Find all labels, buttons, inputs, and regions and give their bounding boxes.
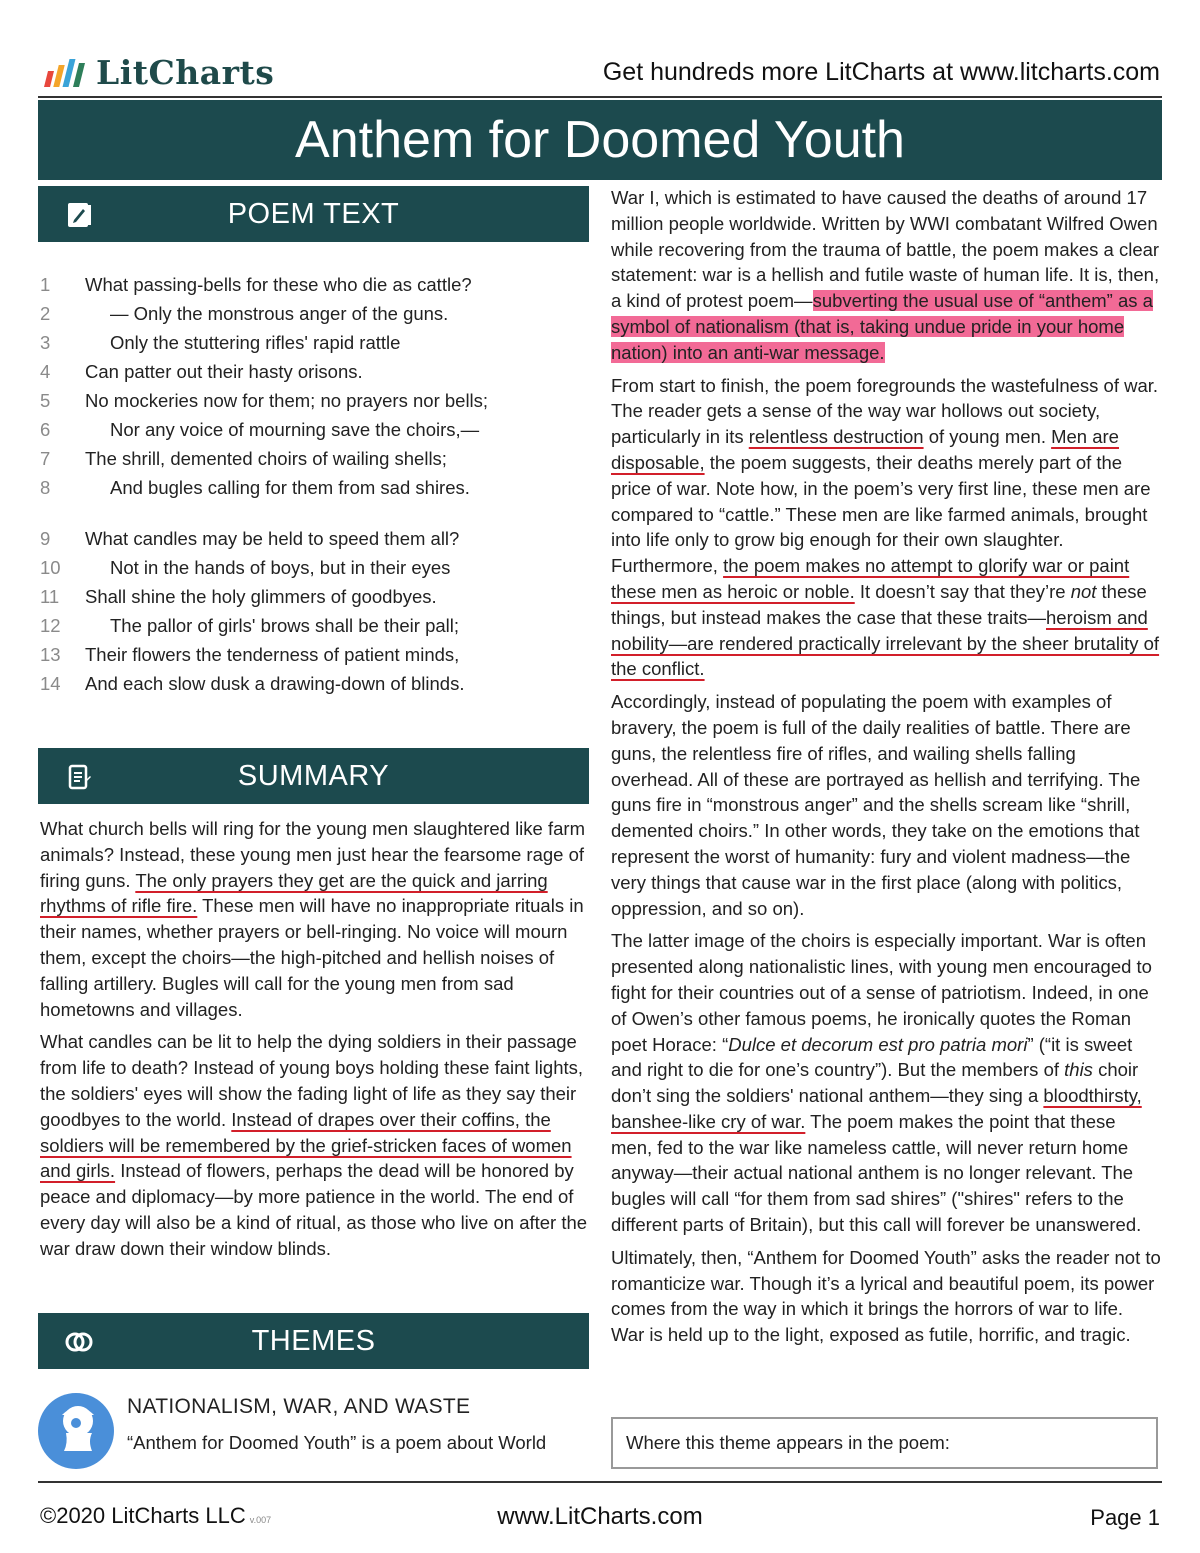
text-run: What candles can be lit to help the dying soldiers in their passage from life to death? Instead of young boys holding these faint lights, the soldiers' eyes will show the fading light of life as they say their goodbyes to the world.	[40, 1031, 584, 1130]
text-run: choir don’t sing the soldiers' national anthem—they sing a	[611, 1059, 1139, 1107]
line-text: And bugles calling for them from sad shires.	[110, 477, 470, 498]
line-text: Shall shine the holy glimmers of goodbyes.	[85, 586, 437, 607]
section-header-themes	[38, 1313, 589, 1369]
line-text: Only the stuttering rifles' rapid rattle	[110, 332, 401, 353]
page-number: Page 1	[1090, 1505, 1160, 1530]
underlined-text: bloodthirsty, banshee-like cry of war.	[611, 1085, 1142, 1132]
line-number: 8	[40, 477, 51, 498]
line-number: 7	[40, 448, 51, 469]
line-number: 1	[40, 274, 51, 295]
line-text: What candles may be held to speed them all?	[85, 528, 460, 549]
line-number: 9	[40, 528, 51, 549]
line-text: Their flowers the tenderness of patient minds,	[85, 644, 460, 665]
line-text: Not in the hands of boys, but in their eyes	[110, 557, 451, 578]
header-tagline[interactable]: Get hundreds more LitCharts at www.litcharts.com	[602, 58, 1160, 86]
line-text: And each slow dusk a drawing-down of blinds.	[85, 673, 465, 694]
summary-text	[40, 816, 590, 1269]
analysis-paragraph: Ultimately, then, “Anthem for Doomed Youth” asks the reader not to romanticize war. Though it’s a lyrical and beautiful poem, its power comes from the way in which it brings the horrors of war to life. War is held up to the light, exposed as futile, horrific, and tragic.	[611, 1246, 1161, 1346]
soldier-head-icon	[38, 1393, 114, 1469]
underlined-text: The only prayers they get are the quick and jarring rhythms of rifle fire.	[40, 869, 548, 917]
line-text: The pallor of girls' brows shall be their pall;	[110, 615, 460, 636]
text-run: It doesn’t say that they’re	[854, 580, 1071, 602]
book-pen-icon	[64, 200, 94, 230]
italic-text: this	[1064, 1059, 1093, 1081]
line-number: 3	[40, 332, 51, 353]
text-run: What church bells will ring for the young men slaughtered like farm animals? Instead, these young men just hear the fearsome rage of firing guns.	[40, 818, 585, 891]
analysis-paragraph	[611, 373, 1161, 683]
notepad-icon	[64, 762, 94, 792]
analysis-paragraph	[611, 185, 1161, 366]
footer-divider	[38, 1481, 1162, 1483]
line-text: Can patter out their hasty orisons.	[85, 361, 363, 382]
line-text: — Only the monstrous anger of the guns.	[110, 303, 449, 324]
section-label: THEMES	[251, 1324, 376, 1357]
text-run: the poem suggests, their deaths merely part of the price of war. Note how, in the poem’s very first line, these men are compared to “cattle.” These men are like farmed animals, brought into life only to grow big enough for their own slaughter. Furthermore,	[611, 451, 1151, 577]
line-text: Nor any voice of mourning save the choirs,—	[110, 419, 480, 440]
line-text: What passing-bells for these who die as cattle?	[85, 274, 472, 295]
text-run: The poem makes the point that these men, fed to the war like nameless cattle, will never return home anyway—their actual national anthem is no longer relevant. The bugles will call “for them from sad shires” ("shires" refers to the different parts of Britain), but this call will forever be unanswered.	[611, 1110, 1142, 1236]
text-run: These men will have no inappropriate rituals in their names, whether prayers or bell-ringing. No voice will mourn them, except the choirs—the high-pitched and hellish noises of falling artillery. Bugles will call for the young men from sad hometowns and villages.	[40, 895, 584, 1020]
text-run: The latter image of the choirs is especially important. War is often presented along nationalistic lines, with young men encouraged to fight for their countries out of a sense of patriotism. Indeed, in one of Owen’s other famous poems, he ironically quotes the Roman poet Horace: “	[611, 930, 1152, 1055]
line-number: 12	[40, 615, 61, 636]
where-theme-appears-box: Where this theme appears in the poem:	[611, 1417, 1158, 1469]
line-number: 4	[40, 361, 51, 382]
summary-paragraph	[40, 1029, 590, 1261]
text-run: From start to finish, the poem foregrounds the wastefulness of war. The reader gets a sense of the way war hollows out society, particularly in its	[611, 374, 1159, 448]
line-number: 11	[40, 586, 60, 607]
underlined-text: heroism and nobility—are rendered practically irrelevant by the sheer brutality of the conflict.	[611, 606, 1160, 680]
logo-text: LitCharts	[96, 52, 275, 92]
version-label: v.007	[249, 1515, 272, 1525]
highlighted-text: subverting the usual use of “anthem” as a symbol of nationalism (that is, taking undue pride in your home nation) into an anti-war message.	[611, 290, 1153, 363]
text-run: of young men.	[923, 426, 1052, 448]
italic-text: Dulce et decorum est pro patria mori	[728, 1033, 1028, 1055]
underlined-text: Men are disposable,	[611, 426, 1119, 473]
text-run: these things, but instead makes the case that these traits—	[611, 580, 1147, 628]
line-text: The shrill, demented choirs of wailing shells;	[85, 448, 447, 469]
line-text: No mockeries now for them; no prayers nor bells;	[85, 390, 489, 411]
footer-url[interactable]: www.LitCharts.com	[497, 1503, 703, 1530]
theme-title[interactable]: NATIONALISM, WAR, AND WASTE	[127, 1395, 471, 1418]
section-header-summary	[38, 748, 589, 804]
litcharts-logo[interactable]	[42, 52, 274, 92]
italic-text: not	[1070, 580, 1097, 602]
underlined-text: Instead of drapes over their coffins, the soldiers will be remembered by the grief-stricken faces of women and girls.	[40, 1108, 572, 1182]
text-run: ” (“it is sweet and right to die for one’s country”). But the members of	[611, 1033, 1133, 1081]
section-header-poem-text	[38, 186, 589, 242]
underlined-text: the poem makes no attempt to glorify war or paint these men as heroic or noble.	[611, 555, 1130, 602]
line-number: 13	[40, 644, 61, 665]
text-run: War I, which is estimated to have caused the deaths of around 17 million people worldwide. Written by WWI combatant Wilfred Owen while recovering from the trauma of battle, the poem makes a clear statement: war is a hellish and futile waste of human life. It is, then, a kind of protest poem—	[611, 187, 1160, 312]
section-label: POEM TEXT	[227, 197, 400, 230]
section-label: SUMMARY	[237, 759, 390, 792]
analysis-paragraph	[611, 928, 1161, 1238]
theme-analysis	[611, 185, 1161, 1355]
venn-circles-icon	[64, 1327, 94, 1357]
header-divider	[38, 96, 1162, 98]
text-run: Instead of flowers, perhaps the dead will be honored by peace and diplomacy—by more patience in the world. The end of every day will also be a kind of ritual, as those who live on after the war draw down their window blinds.	[40, 1160, 588, 1259]
theme-intro: “Anthem for Doomed Youth” is a poem about World	[127, 1432, 547, 1453]
line-number: 2	[40, 303, 51, 324]
line-number: 6	[40, 419, 51, 440]
underlined-text: relentless destruction	[748, 426, 924, 448]
line-number: 14	[40, 673, 61, 694]
analysis-paragraph: Accordingly, instead of populating the poem with examples of bravery, the poem is full of the daily realities of battle. There are guns, the relentless fire of rifles, and wailing shells falling overhead. All of these are portrayed as hellish and terrifying. The guns fire in “monstrous anger” and the shells scream like “shrill, demented choirs.” In other words, they take on the emotions that represent the worst of humanity: fury and violent madness—the very things that cause war in the first place (along with politics, oppression, and so on).	[611, 691, 1141, 919]
copyright-text: ©2020 LitCharts LLC	[40, 1503, 246, 1528]
page-title: Anthem for Doomed Youth	[38, 100, 1162, 180]
line-number: 10	[40, 557, 61, 578]
logo-bars-icon	[42, 57, 90, 87]
summary-paragraph	[40, 816, 590, 1022]
line-number: 5	[40, 390, 51, 411]
